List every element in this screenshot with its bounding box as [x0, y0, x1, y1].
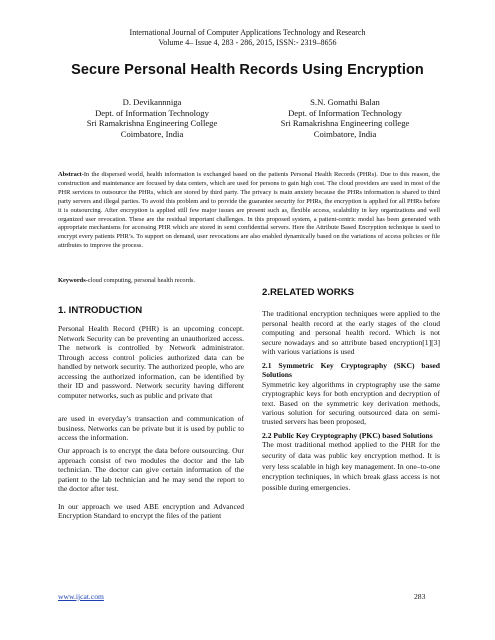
intro-paragraph-2: are used in everyday’s transaction and communication of business. Networks can be private but it is used by public to access the information. — [58, 414, 244, 442]
subsection-heading-skc: 2.1 Symmetric Key Cryptography (SKC) based Solutions — [262, 360, 440, 380]
subsection-heading-pkc: 2.2 Public Key Cryptography (PKC) based Solutions — [262, 430, 433, 440]
paper-title: Secure Personal Health Records Using Encryption — [71, 62, 424, 78]
abstract-text: In the dispersed world, health information is exchanged based on the patients Personal Health Records (PHRs). Due to this reason, the construction and maintenance are focused by data centers, which are used for persons to gain high cost. The cloud providers are used in most of the PHR services to outsource the PHRs, which are stored by third party. The privacy is main anxiety because the PHRs information is shared to third party servers and illegal parties. To avoid this problem and to provide the guarantee security for PHRs, the encryption is applied for all PHRs before it is outsourcing. After encryption is applied still few major issues are present such as, flexible access, scalability in key organizations and well organized user revocation. These are the residual important challenges. In this proposed system, a patient-centric model has been generated with appropriate mechanisms for accessing PHR which are stored in semi confidential servers. Here the Attribute Based Encryption technique is used to encrypt every patients PHR’s. To support on demand, user revocations are also enabled dynamically based on the variations of access policies or file attributes to improve the process. — [58, 171, 440, 250]
author-city: Coimbatore, India — [313, 128, 377, 139]
abstract — [58, 171, 440, 251]
abstract-label: Abstract- — [58, 171, 84, 178]
author-name: D. Devikannniga — [122, 97, 182, 107]
intro-paragraph-4: In our approach we used ABE encryption and Advanced Encryption Standard to encrypt the files of the patient — [58, 501, 244, 521]
related-paragraph-1: The traditional encryption techniques were applied to the personal health record at the early stages of the cloud computing and personal health record. Which is not secure nowadays and so attribute based encryption[1][3] with various variations is used — [262, 309, 440, 357]
author-dept: Dept. of Information Technology — [288, 107, 402, 118]
keywords — [58, 277, 358, 284]
section-heading-related-works: 2.RELATED WORKS — [262, 287, 355, 298]
keywords-label: Keywords- — [58, 277, 88, 284]
related-paragraph-2: Symmetric key algorithms in cryptography use the same cryptographic keys for both encryption and decryption of text. Based on the symmetric key derivation methods, various solution for securing outsourced data on semi-trusted servers has been proposed, — [262, 379, 440, 427]
author-dept: Dept. of Information Technology — [95, 107, 209, 118]
journal-volume: Volume 4– Issue 4, 283 - 286, 2015, ISSN:- 2319–8656 — [158, 38, 337, 47]
author-city: Coimbatore, India — [120, 128, 184, 139]
right-column — [262, 288, 440, 493]
journal-website-link[interactable]: www.ijcat.com — [58, 592, 104, 601]
related-paragraph-3: The most traditional method applied to the PHR for the security of data was public key encryption method. It is very less scalable in high key management. In one–to-one encryption techniques, in which break glass access is not possible during emergencies. — [262, 440, 440, 492]
page-number: 283 — [414, 592, 426, 601]
section-heading-introduction: 1. INTRODUCTION — [58, 305, 143, 316]
author-block-2 — [245, 97, 445, 139]
author-block-1 — [52, 97, 252, 139]
author-college: Sri Ramakrishna Engineering College — [86, 118, 218, 129]
journal-header — [0, 28, 495, 48]
keywords-text: cloud computing, personal health records. — [87, 277, 196, 284]
intro-paragraph-3: Our approach is to encrypt the data before outsourcing. Our approach consist of two modules the doctor and the lab technician. The doctor can give certain information of the patient to the lab technician and he may send the report to the doctor after test. — [58, 446, 244, 494]
journal-name: International Journal of Computer Applications Technology and Research — [129, 28, 366, 37]
left-column — [58, 306, 244, 521]
author-name: S.N. Gomathi Balan — [310, 97, 380, 107]
author-college: Sri Ramakrishna Engineering college — [280, 118, 410, 129]
intro-paragraph-1: Personal Health Record (PHR) is an upcoming concept. Network Security can be preventing an unauthorized access. The network is controlled by Network administrator. Through access control policies authorized data can be handled by network security. The authorized people, who are accessing the authorized information, can be identified by their ID and password. Network security having different computer networks, such as public and private that — [58, 324, 244, 400]
